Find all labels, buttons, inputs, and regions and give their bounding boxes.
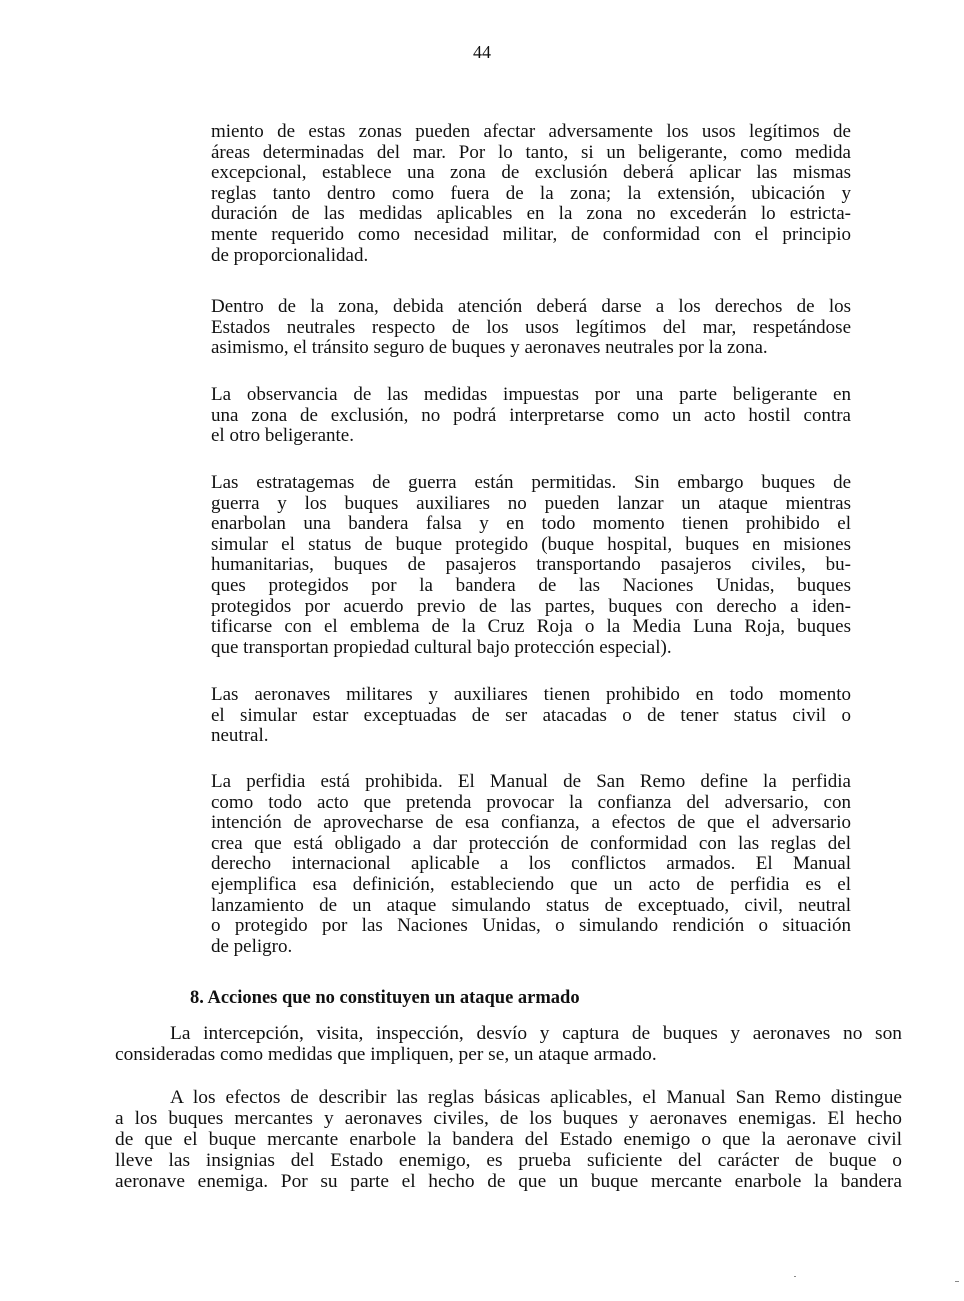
text-line: que transportan propiedad cultural bajo protección especial). <box>211 636 672 658</box>
text-line: Las aeronaves militares y auxiliares tienen prohibido en todo momento <box>211 684 851 705</box>
text-line: Estados neutrales respecto de los usos legítimos del mar, respetándose <box>211 316 851 338</box>
text-line: asimismo, el tránsito seguro de buques y aeronaves neutrales por la zona. <box>211 337 768 359</box>
text-line: simular el status de buque protegido (buque hospital, buques en misiones <box>211 533 851 555</box>
text-line: mente requerido como necesidad militar, de conformidad con el principio <box>211 223 851 245</box>
text-line: La observancia de las medidas impuestas por una parte beligerante en <box>211 384 851 405</box>
text-line: protegidos por acuerdo previo de las partes, buques con derecho a iden- <box>211 595 851 617</box>
text-line: lanzamiento de un ataque simulando status de exceptuado, civil, neutral <box>211 894 851 916</box>
scan-speck <box>794 1276 796 1277</box>
page-number: 44 <box>473 42 491 62</box>
quoted-paragraph-4 <box>211 473 851 658</box>
text-line: tificarse con el emblema de la Cruz Roja o la Media Luna Roja, buques <box>211 616 851 638</box>
text-line: Las estratagemas de guerra están permitidas. Sin embargo buques de <box>211 472 851 493</box>
text-line: como todo acto que pretenda provocar la confianza del adversario, con <box>211 791 851 813</box>
text-line: ques protegidos por la bandera de las Naciones Unidas, buques <box>211 574 851 596</box>
text-line: lleve las insignias del Estado enemigo, es prueba suficiente del carácter de buque o <box>115 1150 902 1171</box>
body-paragraph-1 <box>115 1023 902 1065</box>
text-line: excepcional, establece una zona de exclusión deberá aplicar las mismas <box>211 162 851 184</box>
text-line: reglas tanto dentro como fuera de la zona; la extensión, ubicación y <box>211 182 851 204</box>
text-line: La perfidia está prohibida. El Manual de San Remo define la perfidia <box>211 771 851 792</box>
text-line: guerra y los buques auxiliares no pueden lanzar un ataque mientras <box>211 492 851 514</box>
text-line: miento de estas zonas pueden afectar adversamente los usos legítimos de <box>211 121 851 142</box>
text-line: de que el buque mercante enarbole la bandera del Estado enemigo o que la aeronave civil <box>115 1129 902 1150</box>
text-line: ejemplifica esa definición, estableciendo que un acto de perfidia es el <box>211 873 851 895</box>
text-line: derecho internacional aplicable a los conflictos armados. El Manual <box>211 853 851 875</box>
text-line: duración de las medidas aplicables en la zona no excederán lo estricta- <box>211 203 851 225</box>
quoted-paragraph-1 <box>211 122 851 266</box>
scan-speck <box>955 1281 959 1282</box>
body-paragraph-2 <box>115 1087 902 1192</box>
text-line: de proporcionalidad. <box>211 244 369 266</box>
text-line: humanitarias, buques de pasajeros transportando pasajeros civiles, bu- <box>211 554 851 576</box>
quoted-paragraph-2 <box>211 297 851 359</box>
text-line: el otro beligerante. <box>211 425 354 447</box>
text-line: aeronave enemiga. Por su parte el hecho de que un buque mercante enarbole la bandera <box>115 1171 902 1192</box>
text-line: enarbolan una bandera falsa y en todo momento tienen prohibido el <box>211 513 851 535</box>
text-line: a los buques mercantes y aeronaves civiles, de los buques y aeronaves enemigas. El hecho <box>115 1108 902 1129</box>
text-line: áreas determinadas del mar. Por lo tanto, si un beligerante, como medida <box>211 141 851 163</box>
text-line: el simular estar exceptuadas de ser atacadas o de tener status civil o <box>211 704 851 726</box>
text-line: crea que está obligado a dar protección de conformidad con las reglas del <box>211 832 851 854</box>
text-line: Dentro de la zona, debida atención deberá darse a los derechos de los <box>211 296 851 317</box>
text-line: una zona de exclusión, no podrá interpretarse como un acto hostil contra <box>211 404 851 426</box>
text-line: A los efectos de describir las reglas básicas aplicables, el Manual San Remo distingue <box>170 1087 902 1108</box>
section-heading: 8. Acciones que no constituyen un ataque armado <box>190 988 580 1008</box>
text-line: consideradas como medidas que impliquen, per se, un ataque armado. <box>115 1044 657 1065</box>
text-line: de peligro. <box>211 935 293 957</box>
text-line: o protegido por las Naciones Unidas, o simulando rendición o situación <box>211 915 851 937</box>
text-line: La intercepción, visita, inspección, desvío y captura de buques y aeronaves no son <box>170 1023 902 1044</box>
text-line: neutral. <box>211 725 269 747</box>
text-line: intención de aprovecharse de esa confianza, a efectos de que el adversario <box>211 812 851 834</box>
quoted-paragraph-5 <box>211 685 851 747</box>
quoted-paragraph-6 <box>211 772 851 957</box>
quoted-paragraph-3 <box>211 385 851 447</box>
